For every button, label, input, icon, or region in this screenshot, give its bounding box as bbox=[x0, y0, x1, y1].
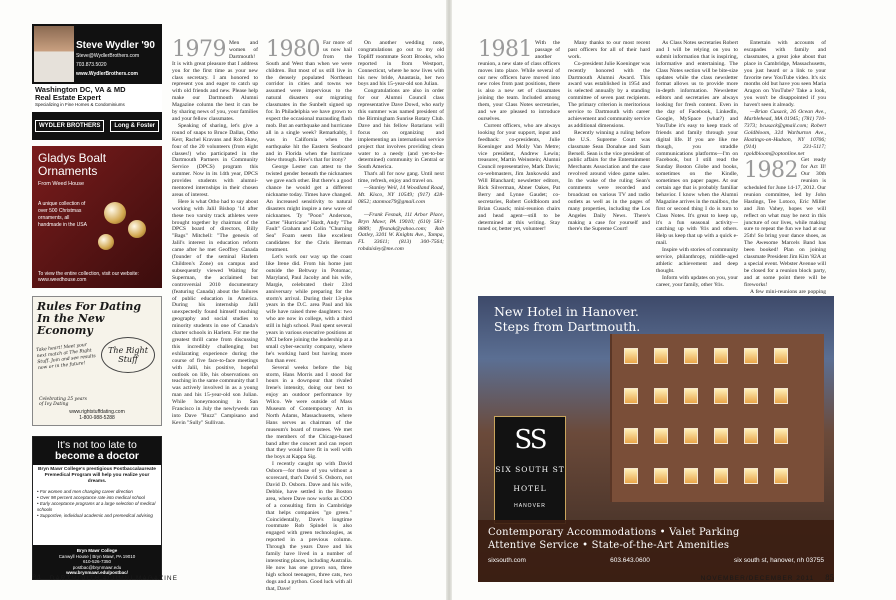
gladys-boalt-ornaments-ad[interactable] bbox=[32, 146, 162, 288]
issue-date: NOVEMBER/DECEMBER 2011 bbox=[700, 575, 815, 582]
hotel-tagline-1: Contemporary Accommodations • Valet Parking bbox=[488, 527, 740, 538]
list-item: • Supportive, individual academic and premedical advising bbox=[37, 513, 153, 518]
ad-title: Gladys Boalt Ornaments bbox=[38, 151, 107, 178]
article-paragraph: Several weeks before the big storm, Hans Morris and I stood for hours in a downpour that rivaled Irene's intensity, doing our best to enjoy an outdoor performance by Wilco. We were outside of Mass Museum of Contemporary Art in North Adams, Massachusetts, where Hans serves as chairman of the museum's board of trustees. We met the members of the Chicago-based band after the concert and can report that they would have fit in well with the boys at Kappa Sig. bbox=[266, 364, 352, 461]
article-paragraph: Co-president Julie Koeninger was recently honored with the Dartmouth Alumni Award. This award was established in 1954 and is selected annually by a standing committee of seven past recipients. The primary criterion is meritorious service to Dartmouth with career achievement and community service as additional dimensions. bbox=[568, 60, 650, 129]
right-stuff-dating-ad[interactable] bbox=[32, 296, 162, 426]
class-year-1980: 1980 bbox=[266, 37, 320, 62]
right-stuff-logo: The Right Stuff bbox=[101, 337, 155, 373]
article-signature: —Brian Cusack, 26 Ocean Ave., Marblehead, MA 01945; (781) 710-7373; bcusack@gmail.com; Robert Goldbloom, 324 Warburton Ave., Hastings-on-Hudson, NY 10706; (914) 231-5117; rgoldbloom@optonline.net bbox=[744, 109, 826, 157]
wydler-real-estate-ad[interactable] bbox=[32, 24, 162, 140]
class-year-1979: 1979 bbox=[172, 37, 226, 62]
hotel-tagline-2: Attentive Service • State-of-the-Art Amenities bbox=[488, 540, 730, 551]
hotel-headline-line-2: Steps from Dartmouth. bbox=[494, 319, 641, 334]
class-year-1981: 1981 bbox=[478, 37, 532, 62]
hotel-headline bbox=[494, 304, 640, 334]
college-phone: 610-526-7350 bbox=[82, 559, 112, 565]
college-email: postbac@brynmawr.edu bbox=[72, 564, 122, 570]
article-paragraph: George Lester can attest to the twisted gender beneath the nicknames we gave each other. But there's a good chance he would get a different nickname today. Times have changed. An increased sensitivity to natural disasters might inspire a new wave of nicknames. Ty "Poon" Anderson, Carter "Hurricane" Hardt, Andy "The Fault" Graham and Colin "Churning Sea" Foam seem like excellent candidates for the Chris Berman treatment. bbox=[266, 164, 352, 254]
article-paragraph: Here is what Otho had to say about working with Jalil Bishop '14 after these two varsity track athletes were brought together by chairman of the DPCS board of directors, Billy "Bags" Mitchell: "The genesis of Jalil's interest in education reform came after he met Geoffrey Canada (founder of the seminal Harlem Children's Zone) on campus and subsequently viewed Waiting for Superman, the acclaimed but controversial 2010 documentary (featuring Canada) about the failures of public education in America. During his internship Jalil unexpectedly found himself teaching geography and social studies to minority students in one of Canada's charter schools in Harlem. For me the greatest thrill came from discussing this incredibly challenging but exhilarating experience during the course of five face-to-face meetings with Jalil, his positive, hopeful outlook on life, his observations on teaching in the same community that I was actively involved in as a young man and his 15-year-old son Julian. While honeymooning in San Francisco in July the newlyweds ran into Dave "Buzz" Campisano and Kevin "Sully" Sullivan. bbox=[172, 198, 258, 426]
ad-region-band bbox=[32, 84, 162, 112]
article-paragraph: On another wedding note, congratulations go out to my old Topliff roommate Scott Brooks, who reported in from Westport, Connecticut, where he now lives with his new bride, Anastasia, her two boys and his 15-year-old son Julian. bbox=[358, 40, 444, 88]
article-signature: —Stanley Weil, 14 Woodland Road, Mt. Kisco, NY 10549; (917) 428-0852; stanmoz79@gmail.com bbox=[358, 185, 444, 205]
ad-lead: Bryn Mawr College's prestigious Postbaccalaureate Premedical Program will help you realize your dreams. bbox=[38, 467, 156, 484]
ornament-icon bbox=[104, 202, 126, 224]
ornament-icon bbox=[128, 220, 146, 238]
ad-bullet-list bbox=[33, 487, 161, 521]
article-paragraph: Speaking of sharing, let's give a round of snaps to Bruce Dallas, Otho Kerr, Rachel Kravans and Rob Shaw, four of the 20 volunteers (from eight classes!) who participated in the Dartmouth Partners in Community Service (DPCS) program this summer. Now in its 14th year, DPCS provides students with alumni-mentored internships in their chosen areas of interest. bbox=[172, 122, 258, 198]
agent-email: Steve@WydlerBrothers.com bbox=[76, 53, 140, 59]
article-paragraph: Recently winning a ruling before the U.S. Supreme Court was classmate Sean Donahue and Sam Bersell. Sean is the vice president of public affairs for the Entertainment Merchants Association and the case revolved around video game sales. In the wake of the ruling Sean's comments were recorded and broadcast on various TV and radio outlets as well as in the pages of many properties, including the Los Angeles Daily News. There's making a case for yourself and there's the Supreme Court! bbox=[568, 129, 650, 233]
article-paragraph: Entertain with accounts of escapades with family and classmates, a great joke about that place in Cambridge, Massachusetts, you just heard or a link to your favorite new YouTube video. It's six months old but have you seen Maria Aragon on YouTube? Take a look, you won't be disappointed if you haven't seen it already. bbox=[744, 40, 826, 109]
hotel-logo-name-1: SIX SOUTH ST bbox=[495, 465, 565, 474]
magazine-name: DARTMOUTH ALUMNI MAGAZINE bbox=[49, 575, 178, 582]
hotel-headline-line-1: New Hotel in Hanover. bbox=[494, 304, 639, 319]
ad-title: Rules For Dating In the New Economy bbox=[37, 300, 142, 337]
article-paragraph: Far more of us now hail from the South and West than when we were children. But most of us still live in the densely populated Northeast corridor in cities and towns we assumed were impervious to the natural disasters our migrating classmates in the Sunbelt signed up for. In Philadelphia we have grown to expect the occasional marauding flash mob. But an earthquake and hurricane all in a single week? Remarkably, I was in California when the earthquake hit the Eastern Seaboard and in Florida when the hurricane blew through. How's that for irony? bbox=[266, 40, 352, 164]
right-page-footer bbox=[700, 574, 834, 582]
ornament-icon bbox=[98, 234, 114, 250]
article-paragraph: As Class Notes secretaries Robert and I will be relying on you to submit information that is inspiring, informative and entertaining. The Class Notes section will be bite-size updates while the class newsletter format allows us to provide more in-depth information. Newsletter editors and secretaries are always looking for fresh content. Even in the day of Facebook, LinkedIn, Google, MySpace (what?) and YouTube it's easy to keep track of friends and family through your digital life. If you are like me though, you straddle communications platforms—I'm on Facebook, but I still read the Sunday Boston Globe and books, sometimes on the Kindle, sometimes on paper pages. At our certain age that is probably familiar behavior. I know when the Alumni Magazine arrives in the mailbox, the first or second thing I do is turn to Class Notes. It's great to keep up, it's a fun seasonal activity—catching up with '81s and others. Help us keep that up with a quick e-mail. bbox=[656, 40, 739, 247]
six-south-st-hotel-ad[interactable] bbox=[478, 296, 834, 582]
article-paragraph: With the passage of another reunion, a new slate of class officers moves into place. While several of our new officers have moved into new roles from past positions, there is also a new set of classmates joining the team. Included among them, your Class Notes secretaries, and we are pleased to introduce ourselves. bbox=[478, 40, 560, 122]
agent-name: Steve Wydler '90 bbox=[76, 40, 155, 51]
wydler-logo: WYDLER BROTHERS bbox=[35, 120, 104, 132]
hotel-building-illustration bbox=[610, 334, 824, 502]
article-paragraph: Get ready for Act II! Our 30th reunion is scheduled for June 14-17, 2012. Our reunion committee, led by John Hastings, Tee Lotoco, Eric Miller and Jim Vahey, hopes we will reflect on what may be next in this juncture of our lives, while making sure to repeat the fun we had at our 25th! So bring your dance shoes, as The Awesome Marcels Band has been booked! Plan on joining classmate President Jim Kim '82A at a special event. Webster Avenue will be closed for a reunion block party, and at some point there will be fireworks! bbox=[744, 157, 826, 288]
ad-note: Take heart! Meet your next match at The Right Stuff. Join and see results now or in the future! bbox=[35, 342, 97, 372]
class-year-1982: 1982 bbox=[744, 158, 798, 184]
college-url: www.brynmawr.edu/postbac/ bbox=[66, 570, 128, 576]
article-paragraph: Men and women of Dartmouth! It is with great pleasure that I address you for the first time as your new class secretary. I am honored to represent you and eager to catch up with old friends and new. Please help make our Dartmouth Alumni Magazine column the best it can be by sharing news of you, your families and your fellow classmates. bbox=[172, 40, 258, 122]
brokerage-badge: Long & Foster bbox=[110, 120, 159, 132]
hotel-logo-town: HANOVER bbox=[514, 503, 546, 509]
left-page-footer bbox=[32, 574, 178, 582]
agent-photo bbox=[34, 26, 74, 82]
article-paragraph: Many thanks to our most recent past officers for all of their hard work. bbox=[568, 40, 650, 60]
bryn-mawr-postbac-ad[interactable] bbox=[32, 436, 162, 580]
article-paragraph: A few mini-reunions are popping bbox=[750, 288, 826, 295]
article-paragraph: Current officers, who are always looking for your support, input and feedback: co-presidents, Julie Koeninger and Molly Van Metre; vice president, Andrew Lewin; treasurer, Martin Weinstein; Alumni Council representative, Mark Davis; co-webmasters, Jim Jankowski and Will Blanchard; newsletter editors, Rick Silverman, Abner Oakes, Pat Berry and Lynne Gaudet; co-secretaries, Robert Goldbloom and Brian Cusack; mini-reunion chairs and head agent—still to be determined at this writing. Stay tuned or, better yet, volunteer! bbox=[478, 122, 560, 233]
hotel-contact-row bbox=[488, 557, 824, 564]
class-notes-column bbox=[478, 37, 560, 290]
hotel-logo bbox=[494, 416, 566, 524]
article-paragraph: Inform with updates on you, your career, your family, other '81s. bbox=[656, 274, 738, 288]
page-gutter bbox=[446, 0, 452, 600]
hotel-logo-mark: SS bbox=[514, 425, 546, 455]
article-paragraph: Inspire with stories of community service, philanthropy, middle-aged athletic achievement and deep thought. bbox=[656, 247, 738, 274]
class-notes-column bbox=[172, 37, 258, 560]
article-signature: —Frank Fesnak, 111 Arbor Place, Bryn Mawr, PA 19010; (610) 581-8889; ffesnak@yahoo.com; Rob Oatley, 3201 W. Knights Ave., Tampa, FL 33611; (813) 300-7564; robdaisley@me.com bbox=[358, 211, 444, 253]
hotel-info-bar bbox=[478, 520, 834, 582]
list-item: • Early acceptance programs at a large selection of medical schools bbox=[37, 501, 156, 512]
class-notes-column bbox=[744, 40, 826, 295]
article-paragraph: I recently caught up with David Osborn—for those of you without a scorecard, that's David S. Osborn, not David D. Osborn. Dave and his wife, Debbie, have settled in the Boston area, where Dave now works as COO of a consulting firm in Cambridge that helps companies "go green." Coincidentally, Dave's longtime roommate Rob Spindel is also engaged with green technologies, as reported in a previous column. Through the years Dave and his family have lived in a number of interesting places, including Australia. He now has one grown son, three high school teenagers, three cats, two dogs and a python. Good luck with all that, Dave! bbox=[266, 461, 352, 592]
list-item: • For women and men changing career direction bbox=[37, 489, 133, 494]
ad-tagline: Specializing in Fine Homes & Condominiums bbox=[35, 102, 125, 107]
article-paragraph: Let's work our way up the coast like Irene did. From his home just outside the Beltway in Potomac, Maryland, Paul Jacoby and his wife, Margie, celebrated their 23rd anniversary while preparing for the storm's arrival. During their 13-plus years in the D.C. area Paul and his wife have raised three daughters: two who are now in college, with a third still in high school. Paul spent several years in various executive positions at MCI before joining the leadership at a small cyber-security company, where he's working hard but having more fun than ever. bbox=[266, 254, 352, 364]
agent-phone: 703.873.5020 bbox=[76, 62, 107, 68]
class-notes-column bbox=[568, 40, 650, 290]
ad-banner bbox=[33, 437, 161, 465]
ad-region: Washington DC, VA & MD bbox=[35, 85, 126, 94]
class-notes-column bbox=[656, 40, 738, 290]
right-page-number: 85 bbox=[825, 574, 834, 582]
ad-from: From Weed House bbox=[38, 181, 85, 187]
ad-since: Celebrating 25 years of Ivy Dating bbox=[39, 397, 87, 407]
ad-banner-line-2: become a doctor bbox=[54, 450, 140, 462]
ad-phone: 1-800-988-5288 bbox=[79, 415, 115, 421]
class-notes-column bbox=[266, 37, 352, 592]
class-notes-column bbox=[358, 40, 444, 560]
hotel-phone: 603.643.0600 bbox=[610, 557, 650, 564]
left-page-number: 84 bbox=[32, 574, 41, 582]
ad-url: www.rightstuffdating.com bbox=[69, 409, 125, 415]
article-paragraph: Congratulations are also in order for our Alumni Council class representative Dave Dowd, who early this summer was named president of the Birmingham Sunrise Rotary Club. Dave and his fellow Rotarians will focus on organizing and implementing an international service project that involves providing clean water to a needy (and yet-to-be-determined) community in Central or South America. bbox=[358, 88, 444, 171]
hotel-address: six south st, hanover, nh 03755 bbox=[734, 557, 824, 564]
ad-description: A unique collection of over 500 Christmas ornaments, all handmade in the USA bbox=[38, 201, 87, 228]
ad-banner-line-1: It's not too late to bbox=[57, 439, 137, 451]
ad-header bbox=[32, 24, 162, 84]
article-paragraph: That's all for now gang. Until next time, refresh, enjoy and travel on. bbox=[358, 171, 444, 185]
ad-headline: Real Estate Expert bbox=[35, 93, 101, 102]
list-item: • Over 98 percent acceptance rate into medical school bbox=[37, 495, 145, 500]
college-address: Canwyll House | Bryn Mawr, PA 19010 bbox=[58, 553, 136, 559]
college-name: Bryn Mawr College bbox=[76, 548, 118, 554]
agent-website: www.WydlerBrothers.com bbox=[76, 71, 138, 77]
hotel-website-link[interactable]: sixsouth.com bbox=[488, 557, 526, 564]
hotel-logo-name-2: HOTEL bbox=[513, 484, 547, 493]
ad-visit-website: To view the entire collection, visit our website: www.weedhouse.com bbox=[38, 271, 139, 283]
ad-logos bbox=[32, 112, 162, 140]
